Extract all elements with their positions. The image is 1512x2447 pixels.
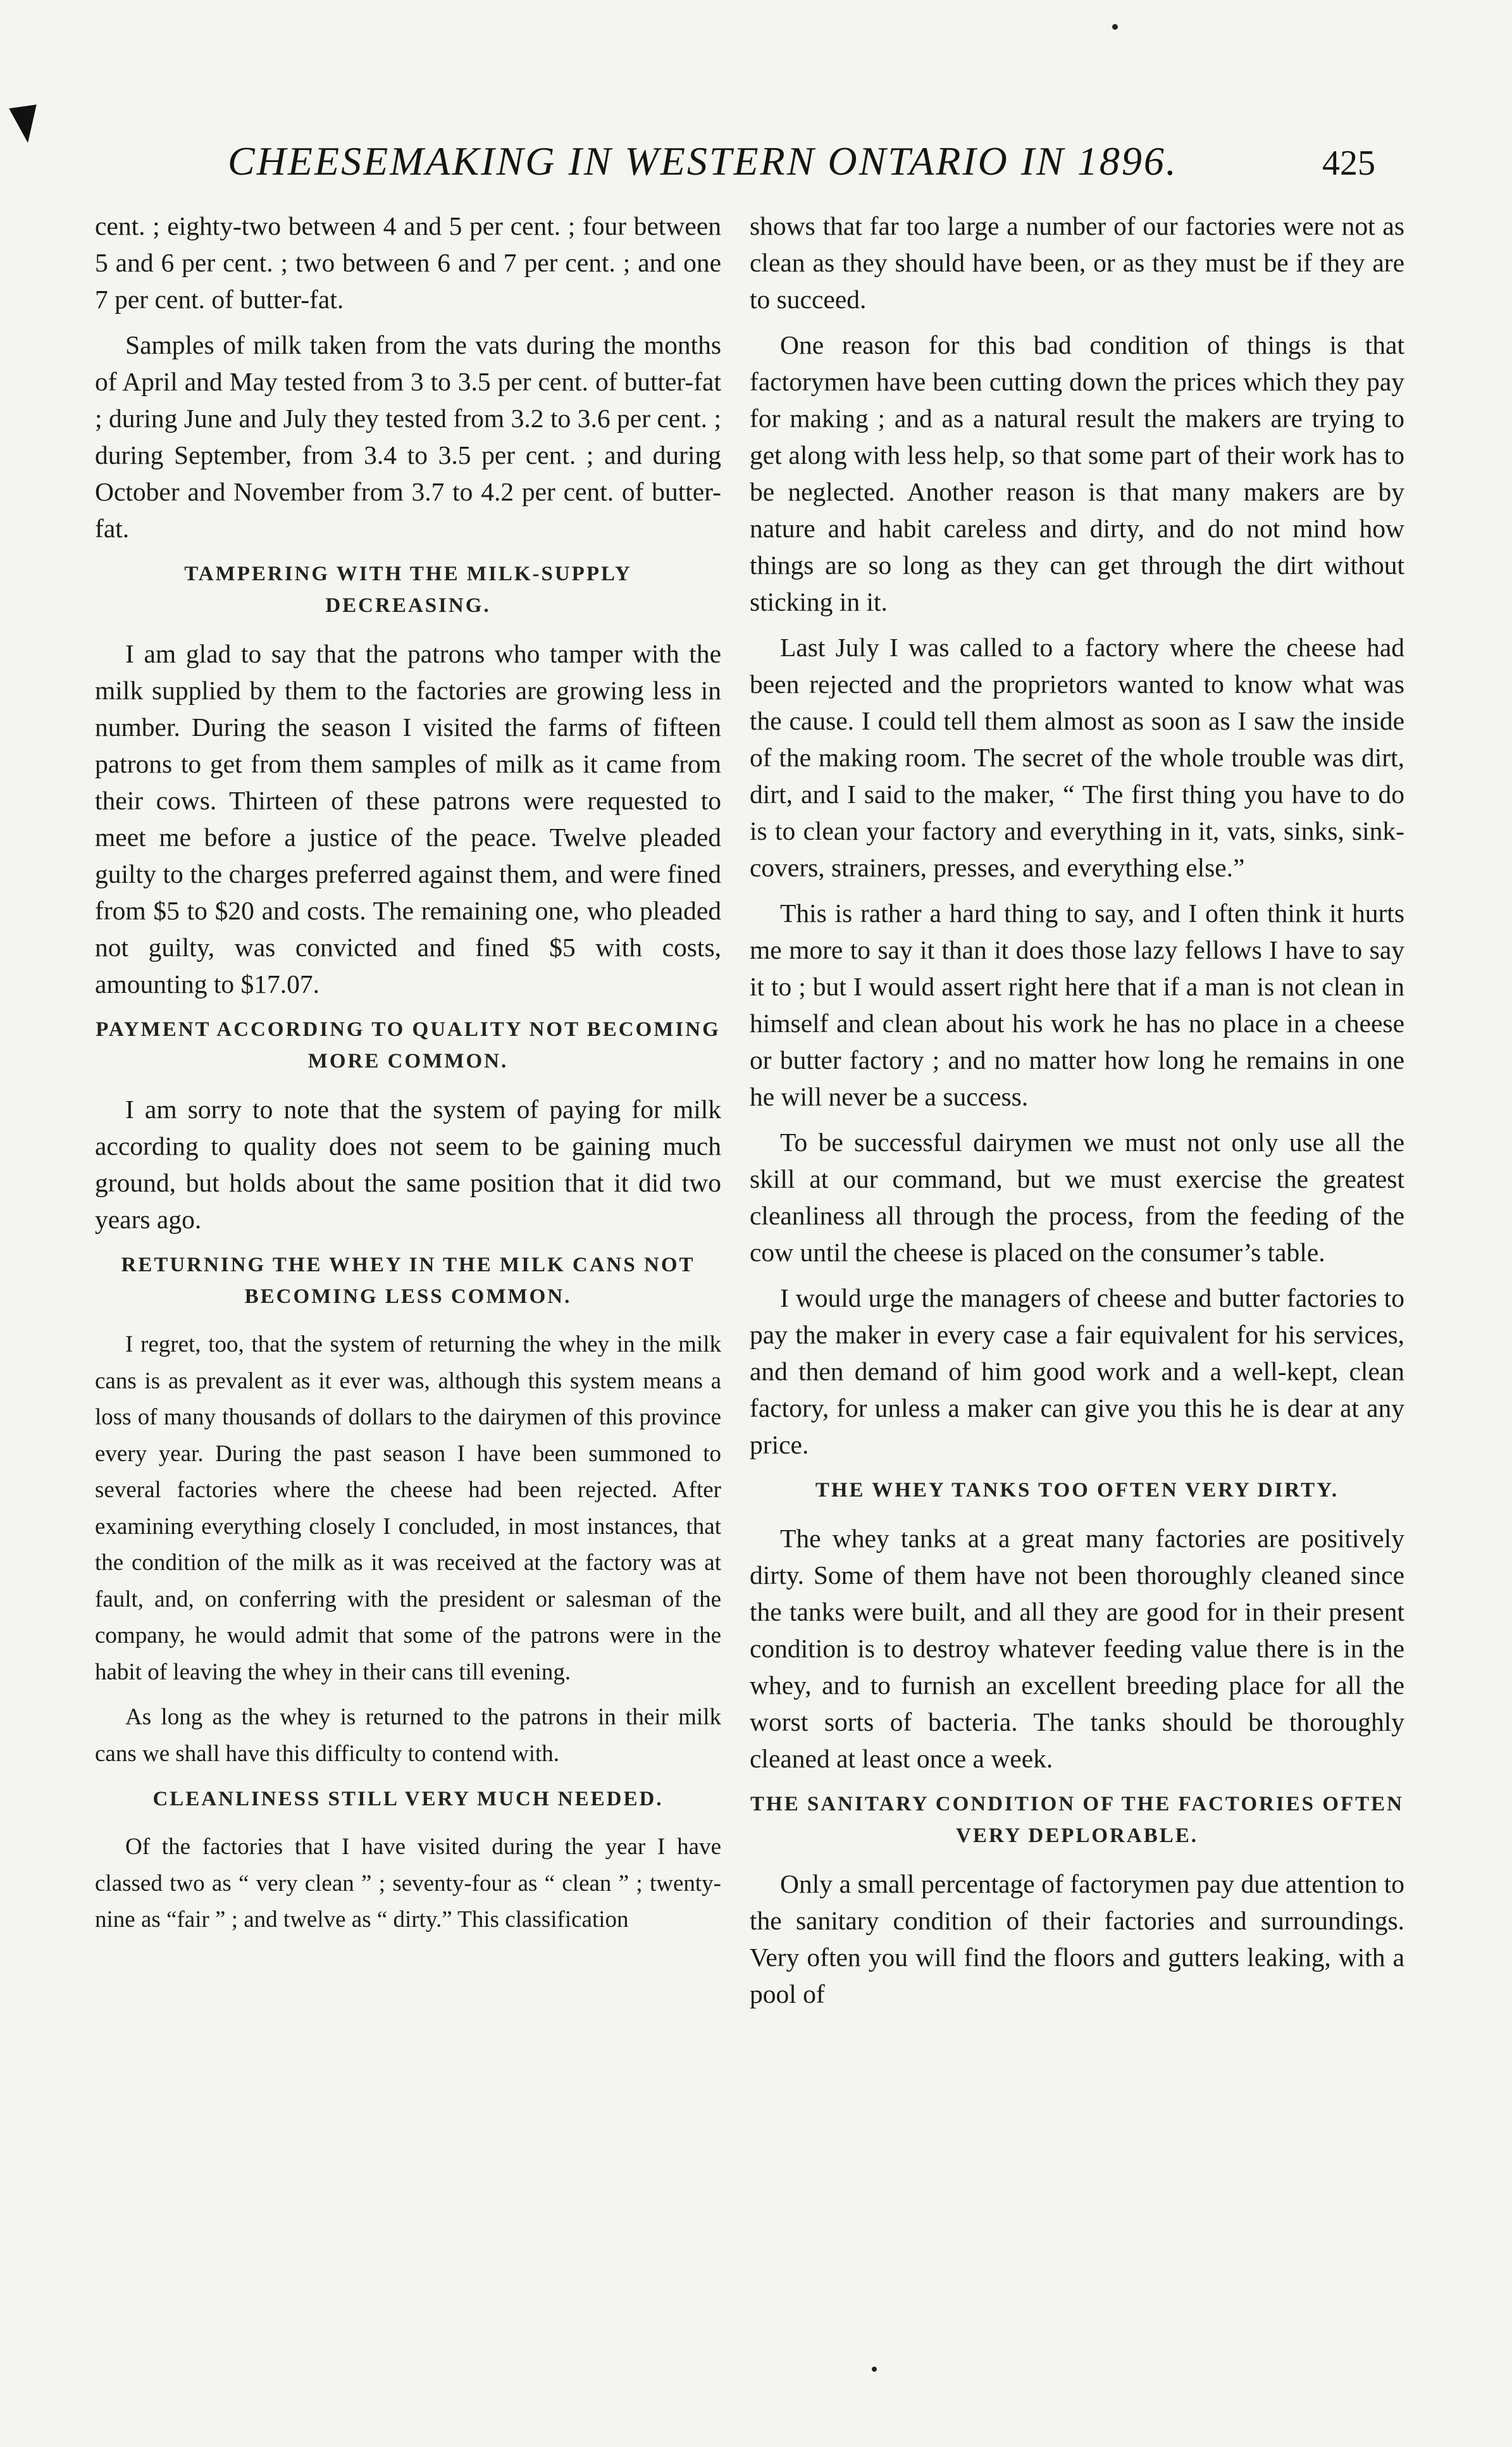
section-heading: TAMPERING WITH THE MILK-SUPPLY DECREASING. [184,563,632,617]
body-paragraph: I regret, too, that the system of returning the whey in the milk cans is as prevalent as it ever was, although this system means a loss of many thousands of dollars to the dairymen of this province every year. During the past season I have been summoned to several factories where the cheese had been rejected. After examining everything closely I concluded, in most instances, that the condition of the milk as it was received at the factory was at fault, and, on conferring with the president or salesman of the company, he would admit that some of the patrons were in the habit of leaving the whey in their cans till evening. [95,1331,721,1685]
body-paragraph: The whey tanks at a great many factories are positively dirty. Some of them have not been thoroughly cleaned since the tanks were built, and all they are good for in their present condition is to destroy whatever feeding value there is in the whey, and to furnish an excellent breeding place for all the worst sorts of bacteria. The tanks should be thoroughly cleaned at least once a week. [750,1524,1404,1773]
body-paragraph: shows that far too large a number of our factories were not as clean as they should have been, or as they must be if they are to succeed. [750,211,1404,314]
section-heading: PAYMENT ACCORDING TO QUALITY NOT BECOMING MORE COMMON. [96,1018,721,1073]
body-paragraph: I am glad to say that the patrons who tamper with the milk supplied by them to the factories are growing less in number. During the season I visited the farms of fifteen patrons to get from them samples of milk as it came from their cows. Thirteen of these patrons were requested to meet me before a justice of the peace. Twelve pleaded guilty to the charges preferred against them, and were fined from $5 to $20 and costs. The remaining one, who pleaded not guilty, was convicted and fined $5 with costs, amounting to $17.07. [95,639,721,999]
section-heading: THE WHEY TANKS TOO OFTEN VERY DIRTY. [815,1479,1339,1502]
speck-icon [872,2367,877,2372]
body-paragraph: To be successful dairymen we must not only use all the skill at our command, but we must exercise the greatest cleanliness all through the process, from the feeding of the cow until the cheese is placed on the consumer’s table. [750,1128,1404,1267]
section-heading: THE SANITARY CONDITION OF THE FACTORIES OFTEN VERY DEPLORABLE. [750,1793,1404,1847]
section-heading: RETURNING THE WHEY IN THE MILK CANS NOT BECOMING LESS COMMON. [121,1254,695,1308]
body-paragraph: Of the factories that I have visited during the year I have classed two as “ very clean ” ; seventy-four as “ clean ” ; twenty-nine as “fair ” ; and twelve as “ dirty.” This classification [95,1834,721,1933]
body-paragraph: I am sorry to note that the system of paying for milk according to quality does not seem to be gaining much ground, but holds about the same position that it did two years ago. [95,1095,721,1234]
running-title: CHEESEMAKING IN WESTERN ONTARIO IN 1896. [228,139,1178,184]
body-paragraph: cent. ; eighty-two between 4 and 5 per cent. ; four between 5 and 6 per cent. ; two between 6 and 7 per cent. ; and one 7 per cent. of butter-fat. [95,211,721,314]
left-column [95,208,721,1947]
right-column [750,208,1404,2021]
speck-icon [1112,24,1118,30]
body-paragraph: Only a small percentage of factorymen pay due attention to the sanitary condition of their factories and surroundings. Very often you will find the floors and gutters leaking, with a pool of [750,1869,1404,2008]
body-paragraph: I would urge the managers of cheese and butter factories to pay the maker in every case a fair equivalent for his services, and then demand of him good work and a well-kept, clean factory, for unless a maker can give you this he is dear at any price. [750,1283,1404,1459]
body-paragraph: One reason for this bad condition of things is that factorymen have been cutting down the prices which they pay for making ; and as a natural result the makers are trying to get along with less help, so that some part of their work has to be neglected. Another reason is that many makers are by nature and habit careless and dirty, and do not mind how things are so long as they can get through the dirt without sticking in it. [750,330,1404,616]
body-paragraph: As long as the whey is returned to the patrons in their milk cans we shall have this difficulty to contend with. [95,1704,721,1767]
section-heading: CLEANLINESS STILL VERY MUCH NEEDED. [152,1788,664,1810]
arrow-mark-icon [9,104,42,145]
page-number: 425 [1322,144,1375,183]
body-paragraph: Samples of milk taken from the vats during the months of April and May tested from 3 to 3.5 per cent. of butter-fat ; during June and July they tested from 3.2 to 3.6 per cent. ; during September, from 3.4 to 3.5 per cent. ; and during October and November from 3.7 to 4.2 per cent. of butter-fat. [95,330,721,543]
body-paragraph: This is rather a hard thing to say, and I often think it hurts me more to say it than it does those lazy fellows I have to say it to ; but I would assert right here that if a man is not clean in himself and clean about his work he has no place in a cheese or butter factory ; and no matter how long he remains in one he will never be a success. [750,899,1404,1111]
body-paragraph: Last July I was called to a factory where the cheese had been rejected and the proprietors wanted to know what was the cause. I could tell them almost as soon as I saw the inside of the making room. The secret of the whole trouble was dirt, dirt, and I said to the maker, “ The first thing you have to do is to clean your factory and everything in it, vats, sinks, sink-covers, strainers, presses, and everything else.” [750,633,1404,882]
